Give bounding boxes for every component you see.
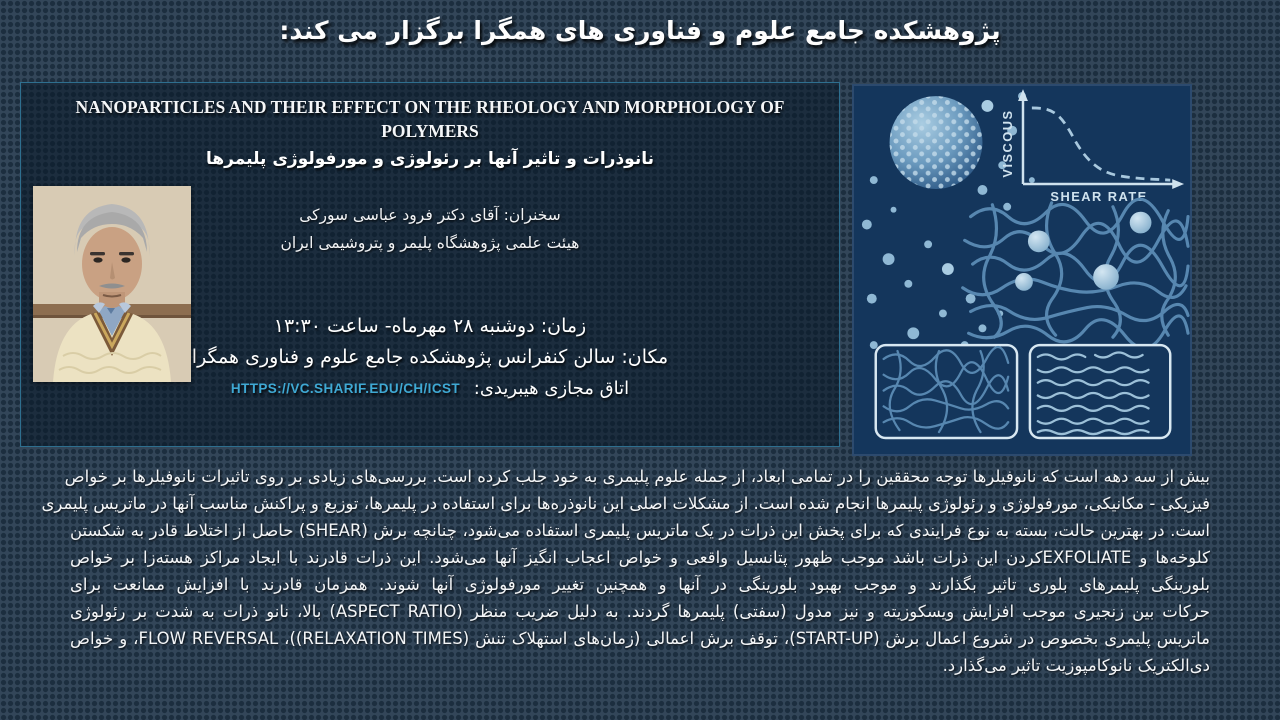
abstract-line: بیش از سه دهه است که نانوفیلرها توجه محققین را در تمامی ابعاد، از جمله علوم پلیمری به خود جلب کرده است. بررسی‌های زیادی بر روی تاثیرات نانوفیلرها بر خواص (64, 467, 1210, 486)
abstract-line: حرکات بین زنجیری موجب افزایش ویسکوزیته و نیز مدول (سفتی) پلیمرها گردند. به دلیل ضریب منظر (ASPECT RATIO) بالا، نانو ذرات به شدت بر رئولوژی (70, 602, 1211, 621)
seminar-title-english: NANOPARTICLES AND THEIR EFFECT ON THE RHEOLOGY AND MORPHOLOGY OF POLYMERS (75, 97, 785, 141)
aligned-chains-box (1030, 345, 1170, 438)
page-title: پژوهشکده جامع علوم و فناوری های همگرا برگزار می کند: (279, 16, 1001, 45)
nanoparticle-illustration (852, 84, 1192, 456)
abstract-line: ماتریس پلیمری بخصوص در شروع اعمال برش (START-UP)، توقف برش اعمالی (زمان‌های استهلاک تنش (RELAXATION TIMES))، FLOW REVERSAL، و خواص (70, 629, 1210, 648)
abstract-line: کلوخه‌ها و EXFOLIATEکردن این ذرات باشد موجب ظهور پتانسیل واقعی و خواص اعجاب انگیز آنها می‌شود. این ذرات قادرند با ایجاد مراکز هسته‌زا بر خواص (70, 548, 1210, 567)
speaker-photo (33, 186, 191, 382)
abstract-line: است. در بهترین حالت، بسته به نوع فرایندی که برای پخش این ذرات در یک ماتریس پلیمری استفاده می‌شود، چنانچه برش (SHEAR) حاصل از اختلاط قادر به شکستن (70, 521, 1210, 540)
event-time: زمان: دوشنبه ۲۸ مهرماه- ساعت ۱۳:۳۰ (273, 315, 587, 337)
event-location: مکان: سالن کنفرانس پژوهشکده جامع علوم و فناوری همگرا (191, 346, 669, 368)
abstract-line: فیزیکی - مکانیکی، مورفولوژی و رئولوژی پلیمرها انجام شده است. از مشکلات اصلی این نانوذره‌ها برای استفاده در پلیمرها، توزیع و پراکنش مناسب آنها در ماتریس پلیمری (41, 494, 1210, 513)
abstract-line: دی‌الکتریک نانوکامپوزیت تاثیر می‌گذارد. (942, 656, 1210, 675)
abstract-paragraph (41, 463, 1211, 679)
y-axis-label: VISCOUS (1000, 109, 1016, 178)
abstract-line: بلورینگی پلیمرهای بلوری تاثیر بگذارند و موجب بهبود بلورینگی در آنها و همچنین تغییر مورفولوژی آنها شوند. همزمان قادرند با افزایش ممانعت برای (70, 575, 1210, 594)
seminar-title-persian: نانوذرات و تاثیر آنها بر رئولوژی و مورفولوژی پلیمرها (206, 149, 654, 169)
nanoparticle-sphere-icon (890, 96, 983, 189)
speaker-name: سخنران: آقای دکتر فرود عباسی سورکی (299, 206, 561, 224)
entangled-chains-box (876, 345, 1017, 438)
virtual-room-link[interactable]: HTTPS://VC.SHARIF.EDU/CH/ICST (230, 381, 461, 396)
speaker-affiliation: هیئت علمی پژوهشگاه پلیمر و پتروشیمی ایران (280, 234, 580, 252)
info-panel (20, 82, 840, 447)
speaker-photo-image (33, 186, 191, 382)
x-axis-label: SHEAR RATE (1050, 188, 1148, 204)
virtual-room-label: اتاق مجازی هیبریدی: (473, 378, 630, 399)
